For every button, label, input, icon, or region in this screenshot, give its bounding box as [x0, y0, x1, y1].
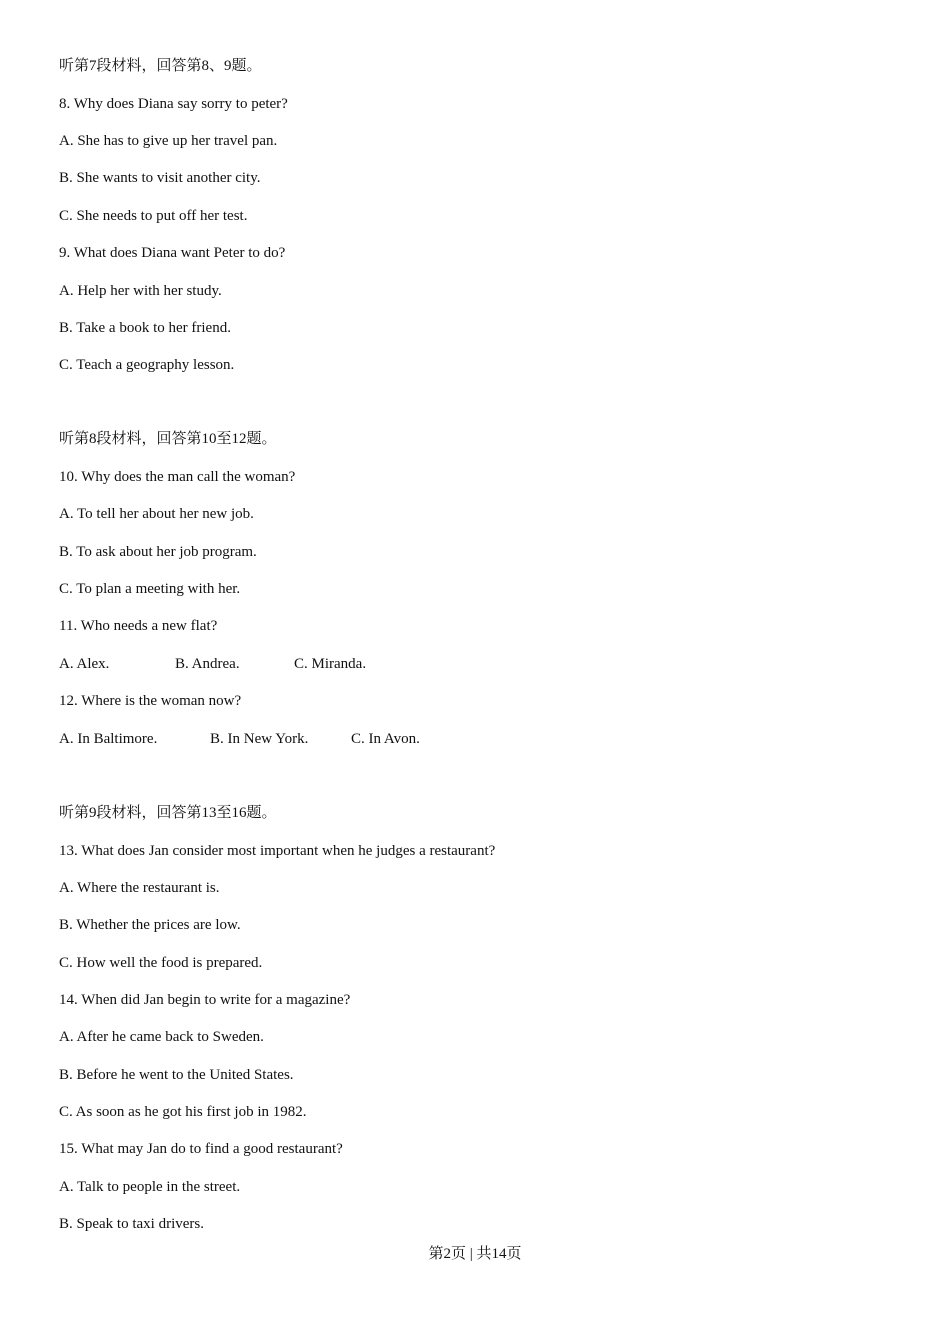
option-8c: C. She needs to put off her test. [59, 208, 248, 224]
section-heading: 听第8段材料，回答第10至12题。 [59, 431, 277, 447]
option-11a: A. Alex. [59, 656, 110, 672]
option-11c: C. Miranda. [294, 656, 367, 672]
option-12b: B. In New York. [210, 731, 309, 747]
option-14a: A. After he came back to Sweden. [59, 1029, 264, 1045]
option-8b: B. She wants to visit another city. [59, 170, 261, 186]
option-10a: A. To tell her about her new job. [59, 506, 254, 522]
option-13c: C. How well the food is prepared. [59, 955, 263, 971]
option-15a: A. Talk to people in the street. [59, 1179, 241, 1195]
options-row-11 [59, 654, 659, 674]
option-14c: C. As soon as he got his first job in 1982. [59, 1104, 307, 1120]
option-10b: B. To ask about her job program. [59, 544, 257, 560]
option-13a: A. Where the restaurant is. [59, 880, 220, 896]
option-8a: A. She has to give up her travel pan. [59, 133, 278, 149]
option-9c: C. Teach a geography lesson. [59, 357, 235, 373]
option-11b: B. Andrea. [175, 656, 240, 672]
section-heading: 听第9段材料，回答第13至16题。 [59, 805, 277, 821]
question-12: 12. Where is the woman now? [59, 693, 242, 709]
question-13: 13. What does Jan consider most important when he judges a restaurant? [59, 843, 496, 859]
question-9: 9. What does Diana want Peter to do? [59, 245, 286, 261]
option-10c: C. To plan a meeting with her. [59, 581, 241, 597]
option-9a: A. Help her with her study. [59, 283, 222, 299]
option-13b: B. Whether the prices are low. [59, 917, 241, 933]
option-15b: B. Speak to taxi drivers. [59, 1216, 204, 1232]
question-10: 10. Why does the man call the woman? [59, 469, 296, 485]
option-12a: A. In Baltimore. [59, 731, 158, 747]
question-8: 8. Why does Diana say sorry to peter? [59, 96, 288, 112]
option-9b: B. Take a book to her friend. [59, 320, 231, 336]
page-footer: 第2页 | 共14页 [428, 1246, 522, 1262]
options-row-12 [59, 729, 659, 749]
question-15: 15. What may Jan do to find a good restaurant? [59, 1141, 343, 1157]
option-14b: B. Before he went to the United States. [59, 1067, 294, 1083]
question-11: 11. Who needs a new flat? [59, 618, 218, 634]
option-12c: C. In Avon. [351, 731, 420, 747]
question-14: 14. When did Jan begin to write for a magazine? [59, 992, 351, 1008]
section-heading: 听第7段材料，回答第8、9题。 [59, 58, 262, 74]
